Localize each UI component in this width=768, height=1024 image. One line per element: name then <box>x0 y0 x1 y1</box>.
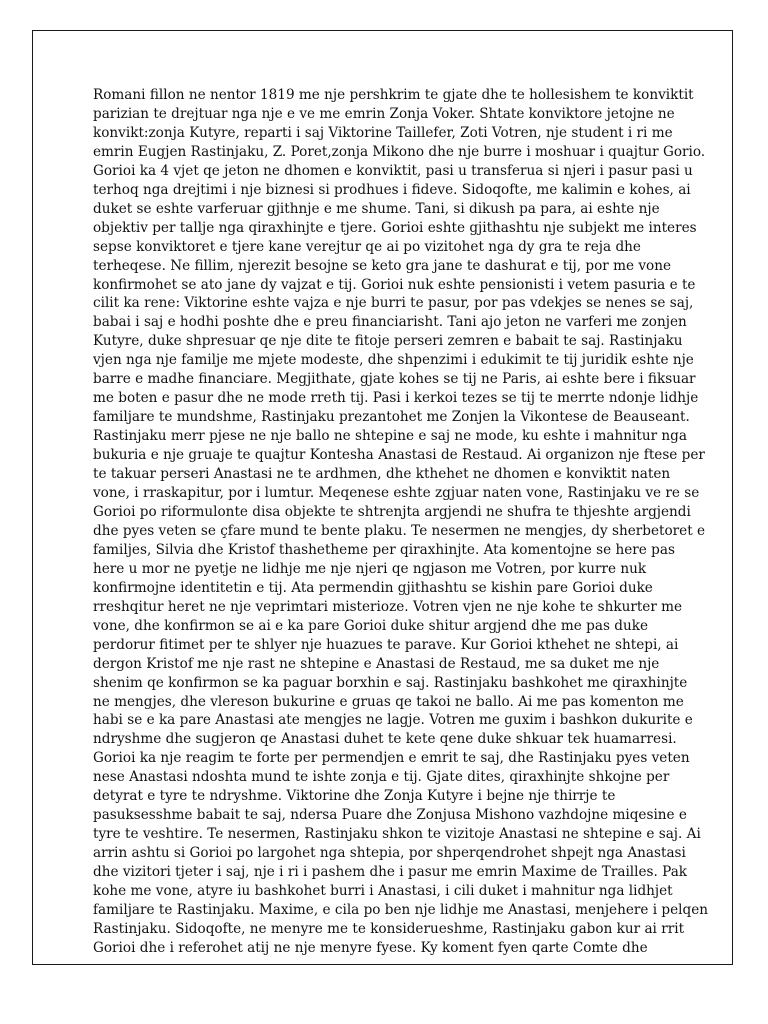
text-line: kohe me vone, atyre iu bashkohet burri i Anastasi, i cili duket i mahnitur nga lidhjet <box>93 883 673 900</box>
text-line: Rastinjaku merr pjese ne nje ballo ne shtepine e saj ne mode, ku eshte i mahnitur nga <box>93 428 687 445</box>
text-line: familjes, Silvia dhe Kristof thashetheme per qiraxhinjte. Ata komentojne se here pas <box>93 541 675 558</box>
text-line: rreshqitur heret ne nje veprimtari misterioze. Votren vjen ne nje kohe te shkurter me <box>93 598 683 615</box>
text-line: Gorioi po riformulonte disa objekte te shtrenjta argjendi ne shufra te thjeshte argjendi <box>93 503 691 520</box>
text-line: konvikt:zonja Kutyre, reparti i saj Viktorine Taillefer, Zoti Votren, nje student i ri me <box>93 124 673 141</box>
text-line: emrin Eugjen Rastinjaku, Z. Poret,zonja Mikono dhe nje burre i moshuar i quajtur Gorio. <box>93 143 706 160</box>
text-line: parizian te drejtuar nga nje e ve me emrin Zonja Voker. Shtate konviktore jetojne ne <box>93 105 675 122</box>
text-line: detyrat e tyre te ndryshme. Viktorine dhe Zonja Kutyre i bejne nje thirrje te <box>93 788 616 805</box>
text-line: te takuar perseri Anastasi ne te ardhmen, dhe kthehet ne dhomen e konviktit naten <box>93 466 671 483</box>
text-line: barre e madhe financiare. Megjithate, gjate kohes se tij ne Paris, ai eshte bere i fiksuar <box>93 371 696 388</box>
text-line: me boten e pasur dhe ne mode rreth tij. Pasi i kerkoi tezes se tij te merrte ndonje lidhje <box>93 390 699 407</box>
text-line: shenim qe konfirmon se ka paguar borxhin e saj. Rastinjaku bashkohet me qiraxhinjte <box>93 674 688 691</box>
text-line: Romani fillon ne nentor 1819 me nje pershkrim te gjate dhe te hollesishem te konviktit <box>93 87 694 103</box>
text-line: pasuksesshme babait te saj, ndersa Puare dhe Zonjusa Mishono vazhdojne miqesine e <box>93 807 687 824</box>
text-line: konfirmohet se ato jane dy vajzat e tij. Gorioi nuk eshte pensionisti i vetem pasuria e te <box>93 276 696 293</box>
text-line: nese Anastasi ndoshta mund te ishte zonja e tij. Gjate dites, qiraxhinjte shkojne per <box>93 769 670 786</box>
text-line: babai i saj e hodhi poshte dhe e preu financiarisht. Tani ajo jeton ne varferi me zonjen <box>93 314 687 331</box>
text-line: terhoq nga drejtimi i nje biznesi si prodhues i fideve. Sidoqofte, me kalimin e kohes, ai <box>93 181 691 198</box>
text-line: here u mor ne pyetje ne lidhje me nje njeri qe ngjason me Votren, por kurre nuk <box>93 560 647 577</box>
text-line: arrin ashtu si Gorioi po largohet nga shtepia, por shperqendrohet shpejt nga Anastasi <box>93 845 686 862</box>
text-line: Gorioi ka nje reagim te forte per permendjen e emrit te saj, dhe Rastinjaku pyes veten <box>93 750 690 767</box>
text-line: dhe vizitori tjeter i saj, nje i ri i pashem dhe i pasur me emrin Maxime de Trailles. Pak <box>93 864 688 881</box>
text-line: habi se e ka pare Anastasi ate mengjes ne lagje. Votren me guxim i bashkon dukurite e <box>93 712 693 729</box>
text-line: dhe pyes veten se çfare mund te bente plaku. Te nesermen ne mengjes, dy sherbetoret e <box>93 522 706 539</box>
text-line: cilit ka rene: Viktorine eshte vajza e nje burri te pasur, por pas vdekjes se nenes se saj, <box>93 295 694 312</box>
text-line: sepse konviktoret e tjere kane verejtur qe ai po vizitohet nga dy gra te reja dhe <box>93 238 641 255</box>
text-line: perdorur fitimet per te shlyer nje huazues te parave. Kur Gorioi kthehet ne shtepi, ai <box>93 636 679 653</box>
text-line: vone, dhe konfirmon se ai e ka pare Gorioi duke shitur argjend dhe me pas duke <box>93 617 649 634</box>
text-line: familjare te mundshme, Rastinjaku prezantohet me Zonjen la Vikontese de Beauseant. <box>93 409 690 426</box>
text-line: terheqese. Ne fillim, njerezit besojne se keto gra jane te dashurat e tij, por me vone <box>93 257 672 274</box>
text-line: familjare te Rastinjaku. Maxime, e cila po ben nje lidhje me Anastasi, menjehere i pelqen <box>93 901 709 918</box>
text-line: Rastinjaku. Sidoqofte, ne menyre me te konsiderueshme, Rastinjaku gabon kur ai rrit <box>93 920 685 937</box>
text-line: vone, i rraskapitur, por i lumtur. Meqenese eshte zgjuar naten vone, Rastinjaku ve re se <box>93 485 700 502</box>
text-line: dergon Kristof me nje rast ne shtepine e Anastasi de Restaud, me sa duket me nje <box>93 655 660 672</box>
text-line: objektiv per tallje nga qiraxhinjte e tjere. Gorioi eshte gjithashtu nje subjekt me interes <box>93 219 697 236</box>
text-line: tyre te veshtire. Te nesermen, Rastinjaku shkon te vizitoje Anastasi ne shtepine e saj. Ai <box>93 826 701 843</box>
text-line: Gorioi dhe i referohet atij ne nje menyre fyese. Ky koment fyen qarte Comte dhe <box>93 939 648 956</box>
text-line: konfirmojne identitetin e tij. Ata permendin gjithashtu se kishin pare Gorioi duke <box>93 579 653 596</box>
document-body-text <box>93 86 709 958</box>
text-line: vjen nga nje familje me mjete modeste, dhe shpenzimi i edukimit te tij juridik eshte nje <box>93 352 694 369</box>
text-line: bukuria e nje gruaje te quajtur Kontesha Anastasi de Restaud. Ai organizon nje ftese per <box>93 447 705 464</box>
text-line: ne mengjes, dhe vlereson bukurine e gruas qe takoi ne ballo. Ai me pas komenton me <box>93 693 684 710</box>
text-line: Kutyre, duke shpresuar qe nje dite te fitoje perseri zemren e babait te saj. Rastinjaku <box>93 333 683 350</box>
text-line: ndryshme dhe sugjeron qe Anastasi duhet te kete qene duke shkuar tek huamarresi. <box>93 731 677 748</box>
text-line: duket se eshte varferuar gjithnje e me shume. Tani, si dikush pa para, ai eshte nje <box>93 200 660 217</box>
text-line: Gorioi ka 4 vjet qe jeton ne dhomen e konviktit, pasi u transferua si njeri i pasur pasi u <box>93 162 693 179</box>
